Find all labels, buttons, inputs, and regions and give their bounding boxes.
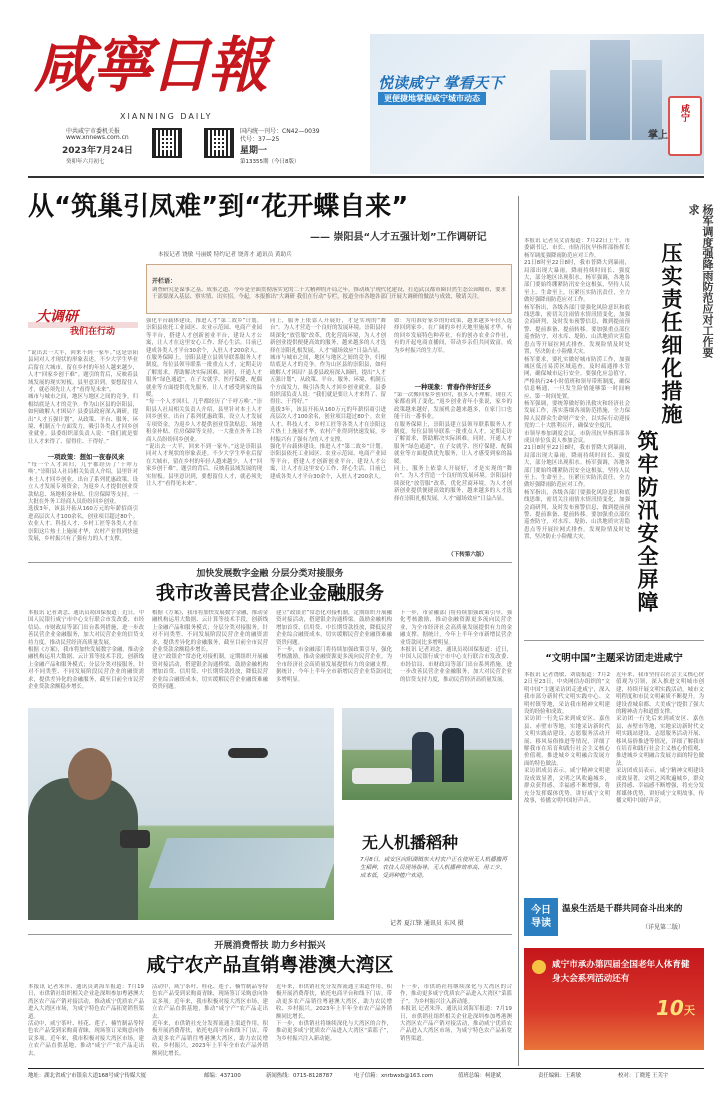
lead-paragraph: 在服务保障上，崇阳县建立县领导联系服务人才制度，每位县领导联系一批重点人才，定期走访了解需求，帮助解决实际困难。同时，开通人才服务“绿色通道”，在子女就学、医疗保健、配偶就业等方面提供优先服务，让人才感受到家的温暖。 <box>394 421 512 465</box>
drone-headline: 无人机播稻种 <box>362 833 459 852</box>
issue-date: 2023年7月24日 <box>62 146 133 156</box>
lead-col1b <box>28 462 138 560</box>
lead-paragraph: “说出去一大半，回来不到一家车。”这是崇阳县同对人才现状的形象表述。不少大学生毕业后留在大城市，留在乡村的年轻人越来越少，人才“回家乡创干难”。题引的背后，反映着县域发展的现实短板。县里意识到，要想留住人才，就必须先让人才“看得见未来”。 <box>28 350 138 394</box>
civilization-paragraph: 本报讯 记者饶敏、刘震报道：7月22日至23日，中央网信办组织的“文明中国”主题采访团走进咸宁，深入我市部分新时代文明实践中心、文明村镇等地，采访我市精神文明建设的经验和成效。 <box>524 672 610 716</box>
guide-item-1-page: （详见第二版） <box>642 924 685 931</box>
agri-col2 <box>152 984 268 1064</box>
countdown-number: 10 <box>656 996 684 1020</box>
lead-byline: 本报记者 饶敏 马丽媛 特约记者 饶菁才 通讯员 黄助兵 <box>158 252 292 258</box>
agri-col4 <box>400 984 512 1064</box>
footer-postcode: 邮编：437100 <box>204 1073 241 1079</box>
flood-paragraph: 21日8时至22日8时，我市普降大到暴雨，局部出现大暴雨，降雨持续时间长、强度大，部分地区出现积水。杨军强调，各地各部门要始终绷紧防汛安全这根弦，坚持人民至上、生命至上，压紧压实防汛责任，全力做好强降雨防范应对工作。 <box>524 260 630 304</box>
worker-silhouette <box>442 728 464 782</box>
drone-icon <box>228 748 268 758</box>
weekday: 星期一 <box>240 146 268 156</box>
agri-kicker: 开展消费帮扶 助力乡村振兴 <box>214 941 326 951</box>
footer-address: 地址：湖北省咸宁市银泉大道168号咸宁传媒大厦 <box>28 1073 147 1079</box>
finance-paragraph: 建立“政银企”常态化对接机制，定期组织开展融资对接活动，搭建银企沟通桥梁。鼓励金融机构增加首贷、信用贷、中长期贷款投放，降低民营企业综合融资成本，切实缓解民营企业融资难融资贵问题。 <box>152 654 268 691</box>
lead-paragraph: 选拔3年，该县开拓从160万元的年薪招商引进高层次人才100余名，创业项目超过80个。农业人才、科技人才、乡村工匠等各类人才在崇阳这片热土上施展才华，农村产业得到快速发展，乡村振兴有了强有力的人才支撑。 <box>28 506 138 543</box>
qr-code-1 <box>152 128 182 158</box>
agri-paragraph: 活动中，咸宁茶叶、桂花、莲子、楠竹制品等特色农产品受到采购商青睐，现场签订采购意向协议多项。近年来，我市积极对接大湾区市场，建立农产品直供基地，推动“咸宁产”农产品走出去。 <box>28 1021 144 1057</box>
person-silhouette <box>28 778 138 920</box>
flood-paragraph: 21日8时至22日8时，我市普降大到暴雨，局部出现大暴雨，降雨持续时间长、强度大，部分地区出现积水。杨军强调，各地各部门要始终绷紧防汛安全这根弦，坚持人民至上、生命至上，压紧压实防汛责任，全力做好强降雨防范应对工作。 <box>524 445 630 489</box>
masthead <box>0 0 720 200</box>
lead-paragraph: 同上，服务上依靠人开展好，才是实现的“舞台”。为人才营造一个良好的发展环境。崇阳县持续深化“放管服”改革，优化营商环境，为人才创新创业提供便捷高效的服务，越来越多的人才选择在崇阳扎根发展，人才“磁场效应”日益凸显。 <box>394 466 512 502</box>
finance-story <box>28 566 512 702</box>
lead-paragraph: “每一个人才回归，几乎都经历了‘千呼万唤’。”崇阳县人社局相关负责人介绍，县里针对本土人才回乡创业，出台了系列优惠政策，设立人才发展专项资金，为返乡人才提供创业贷款贴息、场地租金补贴、住房保障等支持，一大批在外务工经商人员纷纷回乡创业。 <box>28 462 138 506</box>
ad-subtitle: 更便捷地掌握咸宁城市动态 <box>378 92 486 105</box>
lead-paragraph: “第一次搬回家乡创业时，很多人不理解，现在大家都看到了变化。”返乡创业青年小张说，家乡的政策越来越好，发展机会越来越多，在家门口也能干出一番事业。 <box>394 392 512 421</box>
qr-code-2 <box>204 128 234 158</box>
flood-paragraph: 本报讯 记者吴文清报道：7月22日上午，市委副书记、市长、市防汛抗旱指挥部指挥长杨军调度强降雨防范应对工作。 <box>524 238 630 259</box>
section-divider <box>524 640 704 641</box>
civilization-paragraph: 采访团成员表示，咸宁精神文明建设成效显著，文明之风吹遍城乡，群众获得感、幸福感不断增强，将充分发挥媒体优势，讲好咸宁文明故事，传播文明中国好声音。 <box>616 768 704 804</box>
event-logo-icon <box>532 960 546 974</box>
person-head <box>68 748 112 800</box>
editor-note-label: 开栏语： <box>152 278 177 285</box>
agri-headline: 咸宁农产品直销粤港澳大湾区 <box>146 954 394 976</box>
guide-item-1: 温泉生活是千群共同奋斗出来的 <box>562 904 683 914</box>
worker-silhouette <box>412 732 434 782</box>
lead-col3 <box>270 318 386 560</box>
finance-paragraph: 根据《方案》，我市将加快发展数字金融，推动金融机构运用大数据、云计算等技术手段，创新线上金融产品和服务模式；分层分类对接服务，针对不同类型、不同发展阶段民营企业的融资需求，提供差异化的金融服务，截至目前全市民营企业贷款余额稳步增长。 <box>28 647 144 691</box>
lead-story <box>28 190 512 560</box>
agri-paragraph: 近年来，市供销社充分发挥流通主渠道作用，积极开展消费帮扶，依托电商平台和线下门店，带动更多农产品销往粤港澳大湾区，助力农民增收、乡村振兴，2023年上半年全市农产品外销额同比增长。 <box>276 984 392 1020</box>
section-divider <box>28 934 512 935</box>
lead-paragraph: 选拔3年，该县开拓从160万元的年薪招商引进高层次人才100余名，创业项目超过80个。农业人才、科技人才、乡村工匠等各类人才在崇阳这片热土上施展才华，农村产业得到快速发展，乡村振兴有了强有力的人才支撑。 <box>270 406 386 443</box>
ad-slogan: 悦读咸宁 掌看天下 <box>378 74 504 92</box>
lead-col4b <box>394 392 512 550</box>
civilization-paragraph: 采访团一行先后来到咸安区、嘉鱼县、赤壁市等地，实地采访新时代文明实践站建设、志愿服务活动开展、移风易俗推进等情况，详细了解我市在培育和践行社会主义核心价值观、推进城乡文明融合发展方面的特色做法。 <box>616 716 704 767</box>
agri-col1 <box>28 984 144 1064</box>
lead-subtitle-2: 一种现象：青春作伴好还乡 <box>414 383 492 391</box>
guide-label: 今日导读 <box>531 905 551 929</box>
column-divider <box>518 196 519 1066</box>
finance-col3 <box>276 610 392 702</box>
finance-kicker: 加快发展数字金融 分层分类对接服务 <box>196 569 344 579</box>
section-divider <box>28 562 512 563</box>
lead-paragraph: 强化平台载体建设，推进人才“第二故乡”计划。崇阳县依托工业园区、农业示范园、电商产业园等平台，搭建人才创新创业平台，建设人才公寓，让人才在这里安心工作、舒心生活。目前已建成各类人才平台30余个，入驻人才200余人。 <box>270 443 386 480</box>
guide-label-box <box>524 898 558 936</box>
lead-paragraph: 在服务保障上，崇阳县建立县领导联系服务人才制度，每位县领导联系一批重点人才，定期走访了解需求，帮助解决实际困难。同时，开通人才服务“绿色通道”，在子女就学、医疗保健、配偶就业等方面提供优先服务，让人才感受到家的温暖。 <box>146 355 262 399</box>
lead-paragraph: 城市与城市之间，地区与地区之间的竞争，归根结底是人才的竞争。作为山区县的崇阳县，如何破解人才困局？县委县政府深入调研，提出“人才五强计划”，从政策、平台、服务、环境、机制五个方面发力，吸引各类人才回乡创业就业。县委组织部负责人说：“我们就是要让人才来得了、留得住、干得好。” <box>28 394 138 445</box>
countdown-unit: 天 <box>684 1004 695 1017</box>
agri-paragraph: 下一步，市供销社将继续深化与大湾区的合作，推动更多咸宁优质农产品进入大湾区“菜篮子”，为乡村振兴注入新动能。 <box>276 1021 392 1042</box>
editor-note <box>146 264 512 314</box>
flood-kicker: 杨军调度强降雨防范应对工作要求 <box>687 204 714 358</box>
civilization-paragraph: 采访团一行先后来到咸安区、嘉鱼县、赤壁市等地，实地采访新时代文明实践站建设、志愿服务活动开展、移风易俗推进等情况，详细了解我市在培育和践行社会主义核心价值观、推进城乡文明融合发展方面的特色做法。 <box>524 716 610 767</box>
footer <box>28 1071 704 1083</box>
flood-col-a <box>524 238 630 636</box>
website: www.xnnews.com.cn <box>66 134 129 141</box>
drone-photo-secondary <box>342 708 512 800</box>
postal-code: 代号：37—25 <box>240 136 280 143</box>
flood-headline-b: 筑牢防汛安全屏障 <box>635 430 659 614</box>
flood-paragraph: 杨军指出，各级各部门要强化风险意识和底线思维，密切关注雨情水情汛情变化，加强会商研判，及时发布预警信息，做到提前预警、提前准备、提前转移。要加强重点部位巡查防守，对水库、堤防、山洪地质灾害隐患点等开展拉网式排查，发现险情及时处置，坚决防止小险酿大灾。 <box>524 304 630 356</box>
finance-paragraph: 建立“政银企”常态化对接机制，定期组织开展融资对接活动，搭建银企沟通桥梁。鼓励金融机构增加首贷、信用贷、中长期贷款投放，降低民营企业综合融资成本，切实缓解民营企业融资难融资贵问题。 <box>276 610 392 646</box>
column-badge <box>28 302 138 346</box>
lead-paragraph: “说出去一大半，回来不到一家车。”这是崇阳县同对人才现状的形象表述。不少大学生毕业后留在大城市，留在乡村的年轻人越来越少，人才“回家乡创干难”。题引的背后，反映着县域发展的现实短板。县里意识到，要想留住人才，就必须先让人才“看得见未来”。 <box>146 443 262 487</box>
lead-headline: 从“筑巢引凤难”到“花开蝶自来” <box>28 192 409 222</box>
footer-news-tel: 新闻热线：0715-8128787 <box>266 1073 333 1079</box>
flood-paragraph: 杨军强调，要统筹做好防汛救灾和经济社会发展工作，落实落细各项防范措施，全力保障人民群众生命财产安全，以实际行动迎接党的二十大胜利召开，确保安全度汛。 <box>524 400 630 430</box>
editor-note-text: 调查研究是谋事之基、成事之道。今年是全面贯彻落实党的二十大精神的开局之年，推动咸宁现代化建设，打造武汉都市圈自然生态公园城市，要求干部要深入基层、察实情、出实招。今起，本报推出“大调研 我们在行动”专栏，报道全市各地各部门开展大调研的做法与成效，敬请关注。 <box>152 287 506 301</box>
civilization-col1 <box>524 672 610 886</box>
civilization-col2 <box>616 672 704 886</box>
drone-caption: 7月8日，咸安区向阳湖镇东大村农户正在使用无人机播撒再生稻种，农技人员现场指导。无人机播种效率高、用工少、成本低，受到种植户欢迎。 <box>360 857 507 879</box>
lead-col2 <box>146 318 262 560</box>
cn-code: 国内统一刊号：CN42—0039 <box>240 128 320 135</box>
badge-title: 大调研 <box>36 309 78 325</box>
lead-paragraph: “每一个人才回归，几乎都经历了‘千呼万唤’。”崇阳县人社局相关负责人介绍，县里针对本土人才回乡创业，出台了系列优惠政策，设立人才发展专项资金，为返乡人才提供创业贷款贴息、场地租金补贴、住房保障等支持，一大批在外务工经商人员纷纷回乡创业。 <box>146 399 262 443</box>
footer-email: 电子信箱：xnrbwxb@163.com <box>354 1073 434 1079</box>
agri-paragraph: 活动中，咸宁茶叶、桂花、莲子、楠竹制品等特色农产品受到采购商青睐，现场签订采购意向协议多项。近年来，我市积极对接大湾区市场，建立农产品直供基地，推动“咸宁产”农产品走出去。 <box>152 984 268 1020</box>
agri-paragraph: 本报讯 记者朱萍、通讯员刘海军报道：7月19日，市供销社组织相关企业赴深圳参加粤港澳大湾区农产品产销对接活动，推动咸宁优质农产品进入大湾区市场，为咸宁特色农产品拓宽销售渠道。 <box>400 1006 512 1042</box>
footer-chief-editor: 值班总编：柯建斌 <box>458 1073 502 1079</box>
agri-paragraph: 本报讯 记者朱萍、通讯员刘海军报道：7月19日，市供销社组织相关企业赴深圳参加粤港澳大湾区农产品产销对接活动，推动咸宁优质农产品进入大湾区市场，为咸宁特色农产品拓宽销售渠道。 <box>28 984 144 1020</box>
finance-paragraph: 根据《方案》，我市将加快发展数字金融，推动金融机构运用大数据、云计算等技术手段，创新线上金融产品和服务模式；分层分类对接服务，针对不同类型、不同发展阶段民营企业的融资需求，提供差异化的金融服务，截至目前全市民营企业贷款余额稳步增长。 <box>152 610 268 654</box>
finance-headline: 我市改善民营企业金融服务 <box>155 582 384 604</box>
ad-app-logo: 咸宁 <box>679 104 689 122</box>
finance-col2 <box>152 610 268 702</box>
finance-col4 <box>400 610 512 702</box>
ad-building <box>550 70 586 140</box>
sponsor: 中共咸宁市委机关报 <box>66 128 121 135</box>
finance-col1 <box>28 610 144 702</box>
lead-col4 <box>394 318 512 378</box>
flood-headline-a: 压实责任细化措施 <box>659 242 683 426</box>
flood-paragraph: 杨军要求，要扎实做好城市防涝工作，加强城区低洼易涝区域巡查，及时疏通排水管网，确保城市运行安全。要强化应急值守，严格执行24小时值班和领导带班制度，确保信息畅通，一旦发生险情能够第一时间响应、第一时间处置。 <box>524 356 630 400</box>
flood-story <box>524 196 714 636</box>
footer-divider <box>28 1068 704 1069</box>
remote-controller <box>120 830 150 848</box>
lead-paragraph: 同上，服务上依靠人开展好，才是实现的“舞台”。为人才营造一个良好的发展环境。崇阳县持续深化“放管服”改革，优化营商环境，为人才创新创业提供便捷高效的服务，越来越多的人才选择在崇阳扎根发展，人才“磁场效应”日益凸显。 <box>270 318 386 354</box>
masthead-pinyin: XIANNING DAILY <box>120 112 213 121</box>
agri-story <box>28 938 512 1068</box>
drone-photo-main <box>28 708 334 920</box>
agri-col3 <box>276 984 392 1064</box>
lead-subhead: —— 崇阳县“人才五强计划”工作调研记 <box>310 232 487 243</box>
masthead-divider <box>28 176 704 178</box>
today-guide <box>524 898 704 1064</box>
badge-subtitle: 我们在行动 <box>70 327 116 337</box>
finance-paragraph: 本报讯 记者刘念、通讯员曷国保报道：近日，中国人民银行咸宁市中心支行联合市发改委、市经信局、市财政局等部门出台系列措施，进一步改善民营企业金融服务，加大对民营企业的信贷支持力度，推动民营经济高质量发展。 <box>28 610 144 646</box>
footer-proofreader: 校对：丁晓莲 王芙宇 <box>618 1073 669 1079</box>
lead-subtitle-1: 一项政策：想如一夜春风来 <box>34 452 138 461</box>
lead-paragraph: 城市与城市之间，地区与地区之间的竞争，归根结底是人才的竞争。作为山区县的崇阳县，如何破解人才困局？县委县政府深入调研，提出“人才五强计划”，从政策、平台、服务、环境、机制五个方面发力，吸引各类人才回乡创业就业。县委组织部负责人说：“我们就是要让人才来得了、留得住、干得好。” <box>270 355 386 406</box>
agri-paragraph: 下一步，市供销社将继续深化与大湾区的合作，推动更多咸宁优质农产品进入大湾区“菜篮子”，为乡村振兴注入新动能。 <box>400 984 512 1005</box>
issue-number: 第13355期（今日8版） <box>240 159 300 165</box>
footer-editor: 责任编辑：王莉敏 <box>538 1073 582 1079</box>
event-text: 咸宁市承办第四届全国老年人体育健身大会系列活动还有 <box>552 960 690 984</box>
drone-icon <box>352 768 412 784</box>
lunar-date: 癸卯年六月初七 <box>66 159 105 165</box>
agri-paragraph: 近年来，市供销社充分发挥流通主渠道作用，积极开展消费帮扶，依托电商平台和线下门店，带动更多农产品销往粤港澳大湾区，助力农民增收、乡村振兴，2023年上半年全市农产品外销额同比增长。 <box>152 1021 268 1057</box>
finance-paragraph: 本报讯 记者刘念、通讯员曷国保报道：近日，中国人民银行咸宁市中心支行联合市发改委、市经信局、市财政局等部门出台系列措施，进一步改善民营企业金融服务，加大对民营企业的信贷支持力度，推动民营经济高质量发展。 <box>400 647 512 683</box>
drone-byline: 记者 夏江锋 通讯员 东风 摄 <box>390 920 464 927</box>
masthead-title: 咸寧日報 <box>34 31 266 101</box>
flood-paragraph: 杨军指出，各级各部门要强化风险意识和底线思维，密切关注雨情水情汛情变化，加强会商研判，及时发布预警信息，做到提前预警、提前准备、提前转移。要加强重点部位巡查防守，对水库、堤防、山洪地质灾害隐患点等开展拉网式排查，发现险情及时处置，坚决防止小险酿大灾。 <box>524 489 630 541</box>
lead-paragraph: 强化平台载体建设，推进人才“第二故乡”计划。崇阳县依托工业园区、农业示范园、电商产业园等平台，搭建人才创新创业平台，建设人才公寓，让人才在这里安心工作、舒心生活。目前已建成各类人才平台30余个，入驻人才200余人。 <box>146 318 262 354</box>
lead-continued: （下转第六版） <box>448 552 488 558</box>
lead-paragraph: 如：为用准好家乡的好政策，越来越多年轻人选择回到家乡，在广阔的乡村天地里施展才华。有的回乡发展特色种养业，有的创办农业合作社，有的开起电商直播间，带动乡亲们共同致富，成为乡村振兴的生力军。 <box>394 318 512 354</box>
flood-paragraph: 市领导参加调度会议。市防汛抗旱指挥部各成员单位负责人参加会议。 <box>524 430 630 444</box>
finance-paragraph: 下一步，市金融部门将持续加强政策引导，强化考核激励，推动金融资源更多流向民营企业，为全市经济社会高质量发展提供有力的金融支撑。据统计，今年上半年全市新增民营企业贷款同比多增明显。 <box>400 610 512 646</box>
civilization-headline: “文明中国”主题采访团走进咸宁 <box>545 653 683 664</box>
ad-app-name: 掌上 <box>648 130 668 141</box>
finance-paragraph: 下一步，市金融部门将持续加强政策引导，强化考核激励，推动金融资源更多流向民营企业，为全市经济社会高质量发展提供有力的金融支撑。据统计，今年上半年全市新增民营企业贷款同比多增明显。 <box>276 647 392 683</box>
civilization-paragraph: 采访团成员表示，咸宁精神文明建设成效显著，文明之风吹遍城乡，群众获得感、幸福感不断增强，将充分发挥媒体优势，讲好咸宁文明故事，传播文明中国好声音。 <box>524 768 610 804</box>
ad-banner <box>370 34 704 174</box>
field-water <box>149 838 334 888</box>
civilization-story <box>524 650 704 890</box>
event-banner <box>524 948 704 1050</box>
ad-building <box>590 40 630 140</box>
civilization-paragraph: 近年来，我市坚持以社会主义核心价值观为引领，深入推进文明城市创建，持续开展文明实践活动，城市文明程度和市民文明素质不断提升，为建设香城泉都、大美咸宁提供了强大的精神动力和道德支撑。 <box>616 672 704 716</box>
